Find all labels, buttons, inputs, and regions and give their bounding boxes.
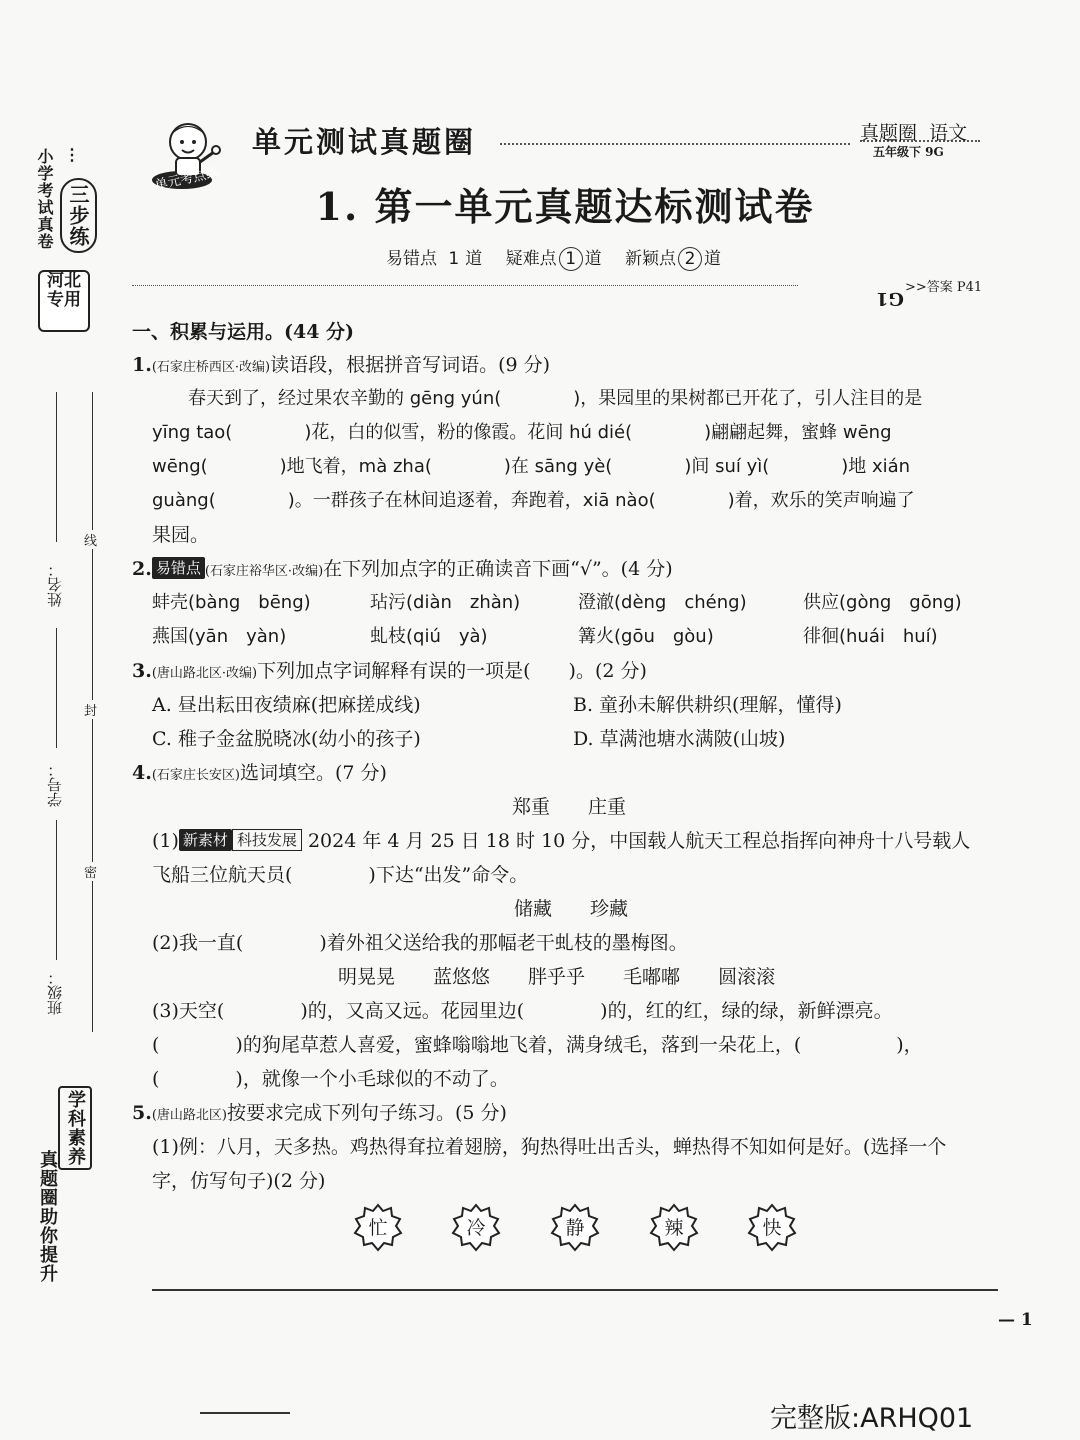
corner-mark: G1 [876,288,904,309]
q2-item: 虬枝(qiú yà) [370,626,488,647]
answer-line [152,1289,998,1291]
q4-part-1-cont: 飞船三位航天员( )下达“出发”命令。 [152,864,529,886]
q2-item: 徘徊(huái huí) [803,626,938,647]
class-field-label: 班级： [46,970,64,1015]
q4-word-bank-1 [512,790,626,824]
q3-option-c: C. 稚子金盆脱晓冰(幼小的孩子) [152,728,421,750]
q2-item: 篝火(gōu gòu) [578,626,714,647]
footer-mark [200,1412,290,1414]
footer-code: 完整版:ARHQ01 [770,1403,974,1434]
new-point-count: 2 [678,247,702,271]
section-title: 一、积累与运用。(44 分) [132,321,355,343]
char-stamp [746,1202,798,1254]
grade-label: 五年级下 9G [873,145,944,159]
word-option: 明晃晃 [338,966,396,988]
page-number: — 1 [998,1310,1033,1330]
q1-line-3: wēng( )地飞着，mà zha( )在 sāng yè( )间 suí yì( )地 xián [152,456,911,477]
hard-point-count: 1 [559,247,583,271]
q4-part-3-line-1: (3)天空( )的，又高又远。花园里边( )的，红的红，绿的绿，新鲜漂亮。 [152,1000,893,1022]
q4-tag-tech: 科技发展 [232,829,302,851]
word-option: 郑重 [512,796,551,818]
q3-source: (唐山路北区·改编) [151,666,258,681]
q1-line-5: 果园。 [152,524,210,546]
char-stamp [450,1202,502,1254]
q4-source: (石家庄长安区) [151,768,240,783]
stamp-char: 快 [762,1217,782,1239]
name-field-label: 姓名： [46,562,64,607]
q5-number: 5. [132,1102,152,1124]
q4-part-3-line-3: ( )，就像一个小毛球似的不动了。 [152,1068,509,1090]
q2-item: 燕国(yān yàn) [152,626,287,647]
id-field-label: 学号： [46,762,64,807]
stamp-char: 忙 [368,1217,388,1239]
difficulty-stats [386,244,721,271]
q4-header [132,756,387,793]
word-option: 蓝悠悠 [433,966,491,988]
name-field-line [56,392,57,542]
q4-p1-prefix: (1) [152,830,179,852]
q3-option-b: B. 童孙未解供耕织(理解，懂得) [573,694,842,716]
sidebar-slogan-b: 真题圈助你提升 [37,1150,58,1283]
q3-header [132,654,647,691]
seal-char-seal: 封 [84,700,97,719]
stamp-char: 冷 [466,1217,486,1239]
q1-header [132,348,550,385]
id-field-line [56,628,57,748]
q2-item: 澄澈(dèng chéng) [578,592,747,613]
q4-number: 4. [132,762,152,784]
page-title: 1. 第一单元真题达标测试卷 [315,184,815,229]
hard-point-label: 疑难点 [505,249,557,269]
new-point-unit: 道 [704,249,722,269]
q1-line-2: yīng tao( )花，白的似雪，粉的像霞。花间 hú dié( )翩翩起舞，蜜蜂 wēng [152,422,892,443]
q4-word-bank-3 [338,960,775,994]
q4-part-3-line-2: ( )的狗尾草惹人喜爱，蜜蜂嗡嗡地飞着，满身绒毛，落到一朵花上，( )， [152,1034,923,1056]
char-stamp [648,1202,700,1254]
header-dotted-line [500,143,850,145]
sidebar-brand-text: 三步练 [60,178,97,253]
q1-stem: 读语段，根据拼音写词语。(9 分) [270,354,551,376]
seal-char-line: 线 [84,530,97,549]
word-option: 圆滚滚 [718,966,776,988]
q1-source: (石家庄桥西区·改编) [151,360,271,375]
q2-source: (石家庄裕华区·改编) [204,564,324,579]
q4-part-1 [152,824,970,858]
sidebar-slogan-a: 学科素养 [58,1086,92,1170]
q3-option-d: D. 草满池塘水满陂(山坡) [573,728,786,750]
q4-stem: 选词填空。(7 分) [240,762,387,784]
q1-line-1: 春天到了，经过果农辛勤的 gēng yún( )，果园里的果树都已开花了，引人注目的是 [152,388,923,409]
q3-number: 3. [132,660,152,682]
q4-word-bank-2 [514,892,628,926]
word-option: 储藏 [514,898,553,920]
q1-line-4: guàng( )。一群孩子在林间追逐着，奔跑着，xiā nào( )着，欢乐的笑声响遍了 [152,490,915,511]
q5-source: (唐山路北区) [151,1108,227,1123]
stamp-char: 辣 [664,1217,684,1239]
q4-part-2: (2)我一直( )着外祖父送给我的那幅老干虬枝的墨梅图。 [152,932,688,954]
q4-tag-new-material: 新素材 [179,829,232,851]
q3-option-a: A. 昼出耘田夜绩麻(把麻搓成线) [152,694,421,716]
q3-stem: 下列加点字词解释有误的一项是( )。(2 分) [257,660,647,682]
word-option: 庄重 [588,796,627,818]
stamp-char: 静 [565,1217,585,1239]
answer-reference: >>答案 P41 [905,280,983,295]
q5-stem: 按要求完成下列句子练习。(5 分) [227,1102,507,1124]
q2-item: 供应(gòng gōng) [803,592,962,613]
brand-label: 真题圈 语文 [860,122,968,144]
q2-stem: 在下列加点字的正确读音下画“√”。(4 分) [323,558,673,580]
sidebar-series-text: 小学考试真卷 [35,148,54,250]
class-field-line [56,820,57,960]
q2-item: 玷污(diàn zhàn) [370,592,521,613]
error-point-unit: 道 [465,249,483,269]
q4-p1-text: 2024 年 4 月 25 日 18 时 10 分，中国载人航天工程总指挥向神舟十八号载人 [307,830,971,852]
error-point-label: 易错点 [386,249,437,269]
error-point-count: 1 [448,249,460,269]
char-stamp [549,1202,601,1254]
sidebar-top-dots: ⋮ [64,145,80,164]
region-badge: 河北专用 [38,270,90,332]
char-stamp [352,1202,404,1254]
q1-number: 1. [132,354,152,376]
hard-point-unit: 道 [584,249,602,269]
q2-header [132,552,673,589]
word-option: 毛嘟嘟 [623,966,681,988]
stats-dotted-line [132,285,798,286]
q2-item: 蚌壳(bàng bēng) [152,592,311,613]
q2-error-tag: 易错点 [152,557,205,579]
q5-header [132,1096,507,1133]
mascot-caption: 单元考点练 [153,165,221,194]
q5-line-1: (1)例：八月，天多热。鸡热得耷拉着翅膀，狗热得吐出舌头，蝉热得不知如何是好。(选择一个 [152,1136,947,1158]
word-option: 胖乎乎 [528,966,586,988]
q5-line-2: 字，仿写句子)(2 分) [152,1170,326,1192]
seal-char-secret: 密 [84,862,97,881]
series-title: 单元测试真题圈 [252,125,477,159]
new-point-label: 新颖点 [625,249,677,269]
word-option: 珍藏 [590,898,629,920]
q2-number: 2. [132,558,152,580]
